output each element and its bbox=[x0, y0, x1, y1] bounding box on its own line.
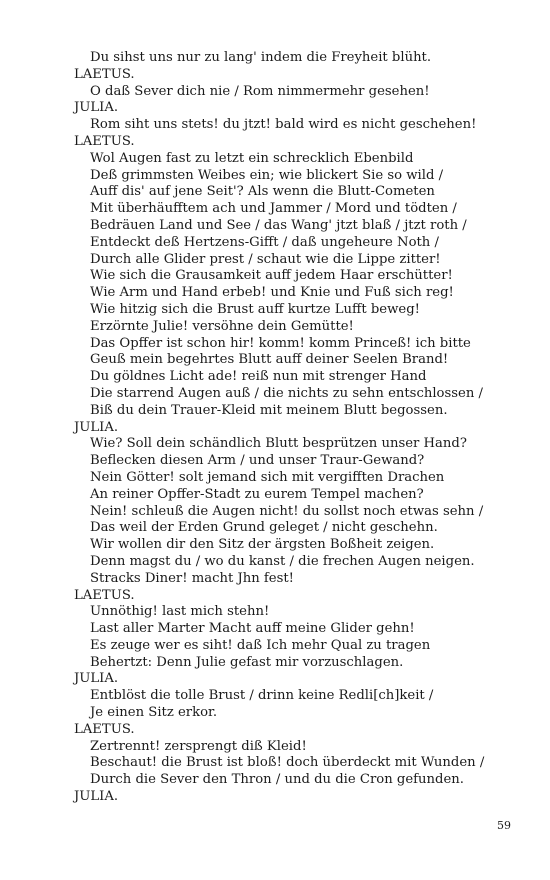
verse-line: Entdeckt deß Hertzens-Gifft / daß ungeheure Noth / bbox=[90, 234, 439, 250]
verse-line: Rom siht uns stets! du jtzt! bald wird es nicht geschehen! bbox=[90, 117, 477, 133]
verse-line: Beflecken diesen Arm / und unser Traur-Gewand? bbox=[90, 453, 425, 469]
verse-line: Wie? Soll dein schändlich Blutt besprützen unser Hand? bbox=[90, 436, 467, 452]
verse-line: Wol Augen fast zu letzt ein schrecklich Ebenbild bbox=[90, 150, 414, 166]
verse-line: Das Opffer ist schon hir! komm! komm Princeß! ich bitte bbox=[90, 335, 471, 351]
verse-line: Biß du dein Trauer-Kleid mit meinem Blutt begossen. bbox=[90, 402, 448, 418]
page-number: 59 bbox=[497, 819, 511, 832]
verse-line: Es zeuge wer es siht! daß Ich mehr Qual zu tragen bbox=[90, 637, 431, 653]
speaker-name: JULIA. bbox=[74, 100, 119, 116]
speaker-name: LAETUS. bbox=[74, 133, 135, 149]
verse-line: Deß grimmsten Weibes ein; wie blickert Sie so wild / bbox=[90, 167, 444, 183]
verse-line: Wie hitzig sich die Brust auff kurtze Lufft beweg! bbox=[90, 301, 420, 317]
speaker-name: JULIA. bbox=[74, 789, 119, 805]
verse-line: Nein! schleuß die Augen nicht! du sollst noch etwas sehn / bbox=[90, 503, 484, 519]
speaker-name: LAETUS. bbox=[74, 66, 135, 82]
verse-line: Last aller Marter Macht auff meine Glider gehn! bbox=[90, 621, 415, 637]
verse-line: Entblöst die tolle Brust / drinn keine Redli[ch]keit / bbox=[90, 688, 434, 704]
verse-line: Mit überhäufftem ach und Jammer / Mord und tödten / bbox=[90, 201, 457, 217]
verse-line: Unnöthig! last mich stehn! bbox=[90, 604, 270, 620]
verse-line: Erzörnte Julie! versöhne dein Gemütte! bbox=[90, 318, 354, 334]
verse-line: Zertrennt! zersprengt diß Kleid! bbox=[90, 738, 307, 754]
verse-line: Behertzt: Denn Julie gefast mir vorzuschlagen. bbox=[90, 654, 404, 670]
verse-line: O daß Sever dich nie / Rom nimmermehr gesehen! bbox=[90, 83, 430, 99]
verse-line: Geuß mein begehrtes Blutt auff deiner Seelen Brand! bbox=[90, 352, 449, 368]
verse-line: Das weil der Erden Grund geleget / nicht geschehn. bbox=[90, 520, 438, 536]
verse-line: Durch die Sever den Thron / und du die Cron gefunden. bbox=[90, 772, 464, 788]
speaker-name: LAETUS. bbox=[74, 721, 135, 737]
speaker-name: LAETUS. bbox=[74, 587, 135, 603]
verse-line: An reiner Opffer-Stadt zu eurem Tempel machen? bbox=[90, 486, 424, 502]
page-text bbox=[74, 50, 494, 806]
speaker-name: JULIA. bbox=[74, 419, 119, 435]
verse-line: Wir wollen dir den Sitz der ärgsten Boßheit zeigen. bbox=[90, 537, 435, 553]
speaker-name: JULIA. bbox=[74, 671, 119, 687]
verse-line: Nein Götter! solt jemand sich mit vergifften Drachen bbox=[90, 469, 445, 485]
verse-line: Du sihst uns nur zu lang' indem die Freyheit blüht. bbox=[90, 50, 432, 65]
verse-line: Denn magst du / wo du kanst / die frechen Augen neigen. bbox=[90, 553, 475, 569]
verse-line: Die starrend Augen auß / die nichts zu sehn entschlossen / bbox=[90, 385, 483, 401]
verse-line: Auff dis' auf jene Seit'? Als wenn die Blutt-Cometen bbox=[90, 184, 435, 200]
verse-line: Wie Arm und Hand erbeb! und Knie und Fuß sich reg! bbox=[90, 285, 454, 301]
verse-line: Du göldnes Licht ade! reiß nun mit strenger Hand bbox=[90, 369, 427, 385]
verse-line: Bedräuen Land und See / das Wang' jtzt blaß / jtzt roth / bbox=[90, 217, 467, 233]
verse-line: Stracks Diner! macht Jhn fest! bbox=[90, 570, 294, 586]
verse-line: Beschaut! die Brust ist bloß! doch überdeckt mit Wunden / bbox=[90, 755, 485, 771]
verse-line: Wie sich die Grausamkeit auff jedem Haar erschütter! bbox=[90, 268, 453, 284]
verse-line: Durch alle Glider prest / schaut wie die Lippe zitter! bbox=[90, 251, 441, 267]
verse-line: Je einen Sitz erkor. bbox=[90, 705, 218, 721]
